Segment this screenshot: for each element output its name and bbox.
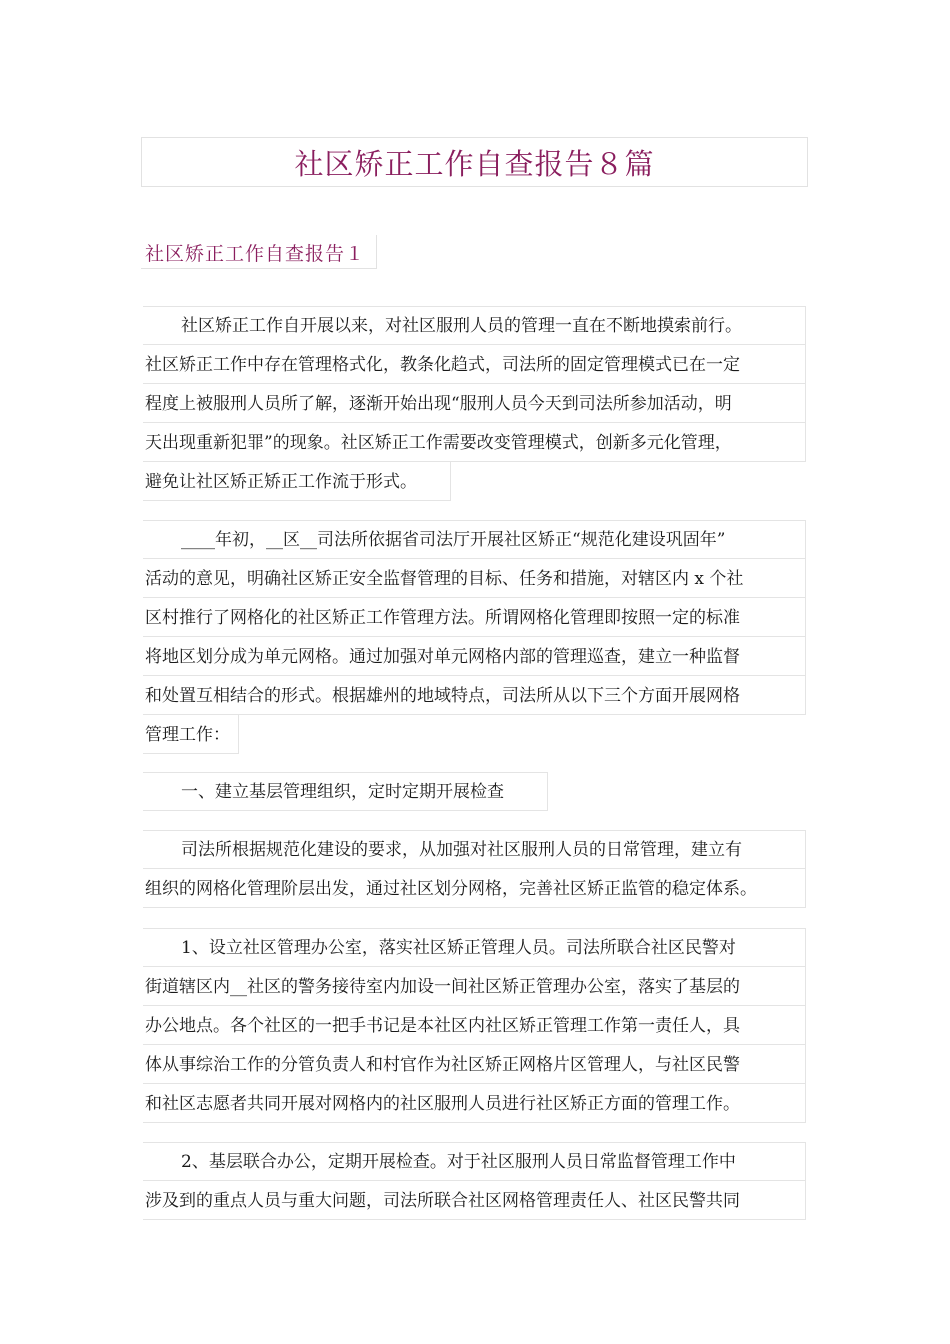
paragraph-3: [143, 772, 806, 811]
text-line: [143, 598, 806, 637]
text-line: [143, 520, 806, 559]
text-line: [143, 384, 806, 423]
text-line: [143, 306, 806, 345]
text-line: [143, 1181, 806, 1220]
text-line: [143, 928, 806, 967]
text-line: [143, 637, 806, 676]
line-text: 社区矫正工作自开展以来，对社区服刑人员的管理一直在不断地摸索前行。: [181, 316, 742, 336]
document-title: 社区矫正工作自查报告８篇: [294, 146, 655, 181]
text-line: [143, 830, 806, 869]
text-line: [143, 559, 806, 598]
text-line: [143, 462, 451, 501]
line-text: 活动的意见，明确社区矫正安全监督管理的目标、任务和措施，对辖区内 x 个社: [145, 569, 744, 589]
text-line: [143, 1142, 806, 1181]
text-line: [143, 715, 239, 754]
text-line: [143, 676, 806, 715]
text-line: [143, 772, 548, 811]
paragraph-5: [143, 928, 806, 1123]
title-box: [141, 137, 808, 187]
text-line: [143, 967, 806, 1006]
paragraph-4: [143, 830, 806, 908]
line-text: 管理工作：: [145, 725, 230, 745]
line-text: 组织的网格化管理阶层出发，通过社区划分网格，完善社区矫正监管的稳定体系。: [145, 879, 757, 899]
line-text: 社区矫正工作中存在管理格式化，教条化趋式，司法所的固定管理模式已在一定: [145, 355, 740, 375]
line-text: 体从事综治工作的分管负责人和村官作为社区矫正网格片区管理人，与社区民警: [145, 1055, 740, 1075]
section-heading-box: [141, 235, 377, 269]
line-text: 1、设立社区管理办公室，落实社区矫正管理人员。司法所联合社区民警对: [181, 938, 736, 958]
text-line: [143, 423, 806, 462]
paragraph-2: [143, 520, 806, 754]
text-line: [143, 1045, 806, 1084]
line-text: 办公地点。各个社区的一把手书记是本社区内社区矫正管理工作第一责任人，具: [145, 1016, 740, 1036]
line-text: 将地区划分成为单元网格。通过加强对单元网格内部的管理巡查，建立一种监督: [145, 647, 740, 667]
line-text: 街道辖区内__社区的警务接待室内加设一间社区矫正管理办公室，落实了基层的: [145, 977, 740, 997]
paragraph-1: [143, 306, 806, 501]
line-text: 避免让社区矫正矫正工作流于形式。: [145, 472, 417, 492]
line-text: 和处置互相结合的形式。根据雄州的地域特点，司法所从以下三个方面开展网格: [145, 686, 740, 706]
line-text: 涉及到的重点人员与重大问题，司法所联合社区网格管理责任人、社区民警共同: [145, 1191, 740, 1211]
section-heading: 社区矫正工作自查报告１: [145, 243, 366, 265]
text-line: [143, 345, 806, 384]
line-text: 一、建立基层管理组织，定时定期开展检查: [181, 782, 504, 802]
line-text: 区村推行了网格化的社区矫正工作管理方法。所谓网格化管理即按照一定的标准: [145, 608, 740, 628]
line-text: 程度上被服刑人员所了解，逐渐开始出现“服刑人员今天到司法所参加活动，明: [145, 394, 732, 414]
text-line: [143, 1084, 806, 1123]
line-text: 司法所根据规范化建设的要求，从加强对社区服刑人员的日常管理，建立有: [181, 840, 742, 860]
line-text: 2、基层联合办公，定期开展检查。对于社区服刑人员日常监督管理工作中: [181, 1152, 736, 1172]
line-text: ____年初，__区__司法所依据省司法厅开展社区矫正“规范化建设巩固年”: [181, 530, 726, 550]
line-text: 天出现重新犯罪”的现象。社区矫正工作需要改变管理模式，创新多元化管理，: [145, 433, 732, 453]
text-line: [143, 869, 806, 908]
text-line: [143, 1006, 806, 1045]
paragraph-6: [143, 1142, 806, 1220]
line-text: 和社区志愿者共同开展对网格内的社区服刑人员进行社区矫正方面的管理工作。: [145, 1094, 740, 1114]
